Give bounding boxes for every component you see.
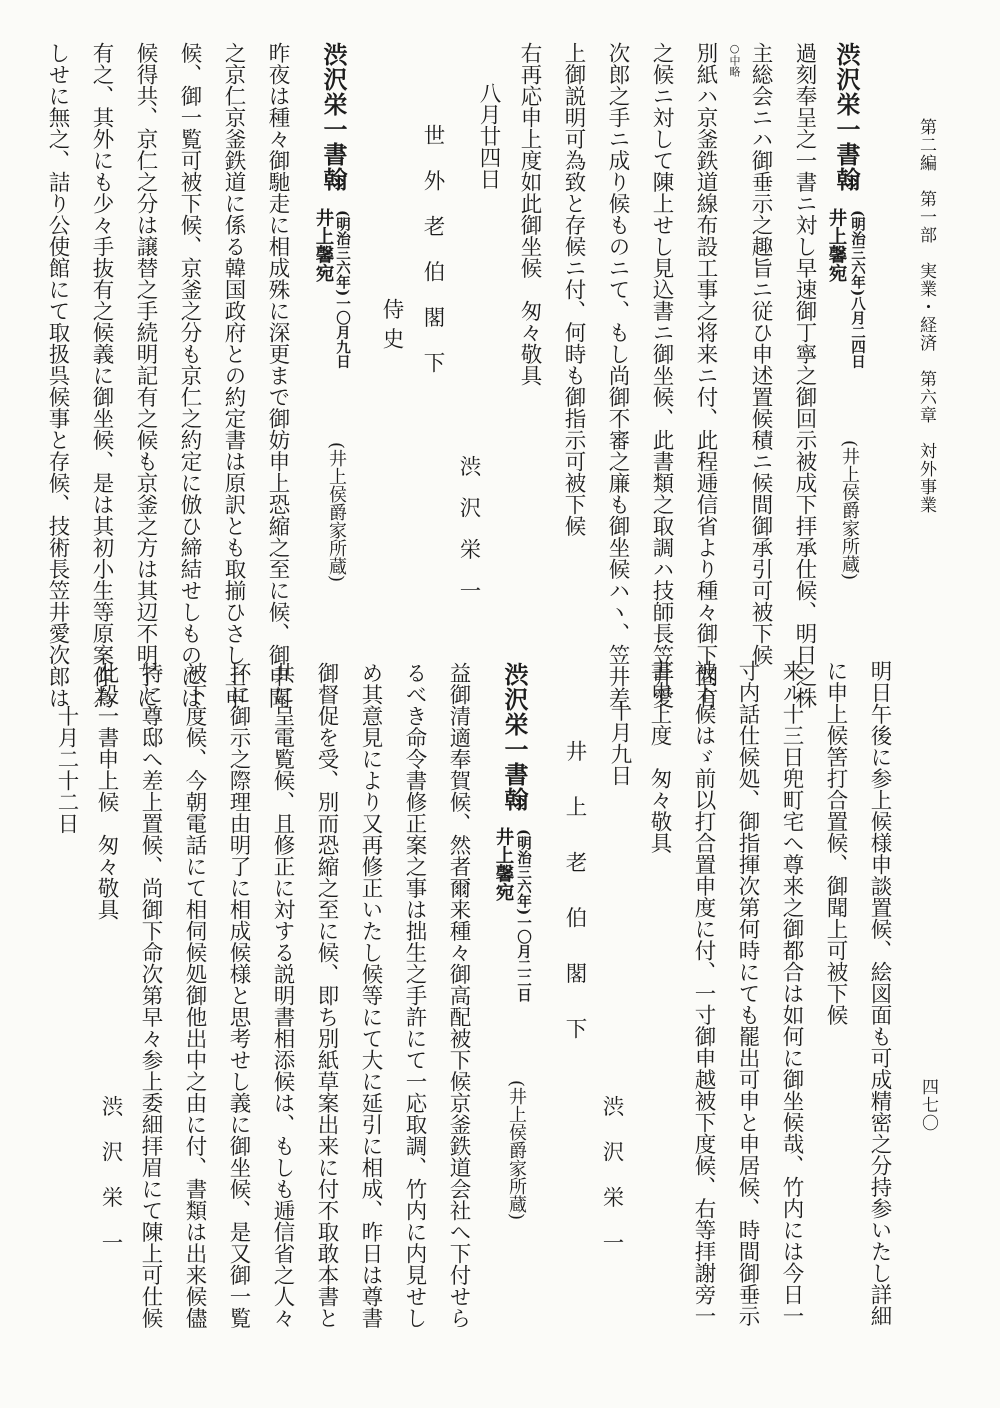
letter2-cont-line-4: 寸内話仕候処、御指揮次第何時にても罷出可申と申居候、時間御垂示 [735, 660, 760, 1327]
letter3-line-4: 御督促を受、別而恐縮之至に候、即ち別紙草案出来に付不取敢本書と [314, 662, 339, 1329]
letter1-attendant: 侍史 [379, 298, 404, 357]
letter2-date: (明治三六年)一〇月九日 [334, 210, 351, 369]
letter1-line-4: 之候ニ対して陳上せし見込書ニ御坐候、此書類之取調ハ技師長笠井愛 [649, 42, 674, 709]
letter1-recipient: 世外老伯閣下 [420, 124, 445, 397]
letter3-date: (明治三六年)一〇月二二日 [515, 829, 532, 1003]
letter1-line-5: 次郎之手ニ成り候ものニて、もし尚御不審之廉も御坐候ハヽ、笠井差 [605, 42, 630, 709]
letter3-addressee: 井上馨宛 [493, 827, 514, 901]
letter2-source: (井上侯爵家所蔵) [326, 442, 347, 583]
letter3-line-5: 共に呈電覧候、且修正に対する説明書相添候は、もしも逓信省之人々 [270, 662, 295, 1329]
letter1-signature: 渋沢栄一 [456, 455, 481, 621]
letter2-line-4: 候得共、京仁之分は譲替之手続明記有之候も京釜之方は其辺不明了に [133, 42, 158, 709]
letter3-signature: 渋沢栄一 [98, 1095, 123, 1277]
letter3-line-2: るべき命令書修正案之事は拙生之手許にて一応取調、竹内に内見せし [402, 662, 427, 1329]
letter3-date-line: 十月二十二日 [54, 705, 79, 834]
letter1-source: (井上侯爵家所蔵) [839, 440, 860, 581]
letter1-heading: 渋沢栄一書翰 [832, 42, 861, 192]
letter2-cont-line-3: 来ル十三日兜町宅へ尊来之御都合は如何に御坐候哉、竹内には今日一 [779, 660, 804, 1327]
letter3-line-8: 特に尊邸へ差上置候、尚御下命次第早々参上委細拝眉にて陳上可仕候 [138, 662, 163, 1329]
letter1-line-1: 過刻奉呈之一書ニ対し早速御丁寧之御回示被成下拝承仕候、明日之株 [792, 42, 817, 709]
letter3-line-1: 益御清適奉賀候、然者爾来種々御高配被下候京釜鉄道会社へ下付せら [446, 662, 471, 1329]
omission-note: ○中略 [728, 42, 741, 77]
page-number: 四七〇 [918, 1078, 938, 1132]
letter2-line-6: しせに無之、詰り公使館にて取扱呉候事と存候、技術長笠井愛次郎は [45, 42, 70, 709]
letter1-line-7: 右再応申上度如此御坐候 匆々敬具 [517, 42, 542, 386]
letter1-line-3: 別紙ハ京釜鉄道線布設工事之将来ニ付、此程逓信省より種々御下問有 [693, 42, 718, 709]
letter2-heading: 渋沢栄一書翰 [319, 42, 348, 192]
running-header: 第二編 第一部 実業・経済 第六章 対外事業 [916, 118, 936, 514]
letter2-line-5: 有之、其外にも少々手抜有之候義に御坐候、是は其初小生等原案作為 [89, 42, 114, 709]
letter3-heading: 渋沢栄一書翰 [500, 662, 529, 812]
letter3-line-9: 此段一書申上候 匆々敬具 [94, 662, 119, 920]
letter2-date-line: 十月九日 [607, 700, 632, 786]
letter2-cont-line-2: に申上候筈打合置候、御聞上可被下候 [823, 660, 848, 1026]
letter2-line-3: 候、御一覧可被下候、京釜之分も京仁之約定に倣ひ締結せしものには [177, 42, 202, 709]
letter2-recipient: 井上老伯閣下 [562, 740, 587, 1073]
letter2-addressee: 井上馨宛 [313, 208, 334, 282]
letter3-source: (井上侯爵家所蔵) [506, 1080, 527, 1221]
letter1-date: (明治三六年)八月二四日 [849, 210, 866, 369]
letter3-line-6: 抔に御示之際理由明了に相成候様と思考せし義に御坐候、是又御一覧 [226, 662, 251, 1329]
letter1-line-2: 主総会ニハ御垂示之趣旨ニ従ひ申述置候積ニ候間御承引可被下候 [748, 42, 773, 666]
letter1-line-6: 上御説明可為致と存候ニ付、何時も御指示可被下候 [561, 42, 586, 537]
letter3-line-7: 被下度候、今朝電話にて相伺候処御他出中之由に付、書類は出来候儘 [182, 662, 207, 1329]
letter1-date-line: 八月廿四日 [476, 82, 501, 190]
letter2-cont-line-1: 明日午後に参上候様申談置候、絵図面も可成精密之分持参いたし詳細 [867, 660, 892, 1327]
letter2-line-1: 昨夜は種々御馳走に相成殊に深更まで御妨申上恐縮之至に候、御申聞 [265, 42, 290, 709]
letter2-signature: 渋沢栄一 [599, 1095, 624, 1277]
letter1-addressee: 井上馨宛 [826, 208, 847, 282]
letter2-line-2: 之京仁京釜鉄道に係る韓国政府との約定書は原訳とも取揃ひさし上申 [221, 42, 246, 709]
letter3-line-3: め其意見により又再修正いたし候等にて大に延引に相成、昨日は尊書 [358, 662, 383, 1329]
letter2-cont-line-6: 書申上度 匆々敬具 [647, 660, 672, 854]
letter2-cont-line-5: 被下候はゞ前以打合置申度に付、一寸御申越被下度候、右等拝謝旁一 [691, 660, 716, 1327]
